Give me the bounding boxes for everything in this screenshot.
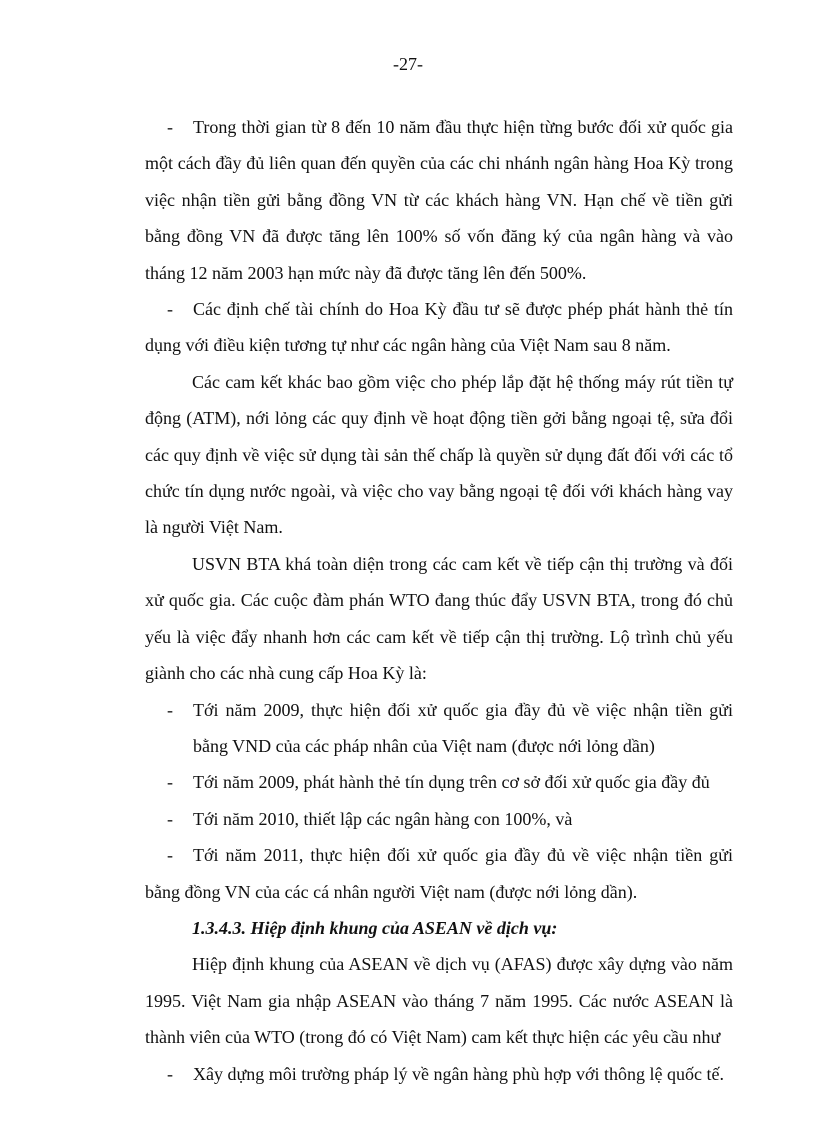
- list-item-text: Tới năm 2009, thực hiện đối xử quốc gia đầy đủ về việc nhận tiền gửi bằng VND của các pháp nhân của Việt nam (được nới lỏng dần): [193, 699, 733, 756]
- list-item-2009-credit-cards: [145, 764, 733, 800]
- paragraph-usvn-bta: USVN BTA khá toàn diện trong các cam kết về tiếp cận thị trường và đối xử quốc gia. Các cuộc đàm phán WTO đang thúc đẩy USVN BTA, trong đó chủ yếu là việc đẩy nhanh hơn các cam kết về tiếp cận thị trường. Lộ trình chủ yếu giành cho các nhà cung cấp Hoa Kỳ là:: [145, 553, 733, 684]
- list-item-2010-subsidiaries: [145, 801, 733, 837]
- list-item-2009-deposits: [145, 692, 733, 765]
- bullet-paragraph-credit-cards: [145, 291, 733, 364]
- paragraph-text: Các định chế tài chính do Hoa Kỳ đầu tư sẽ được phép phát hành thẻ tín dụng với điều kiện tương tự như các ngân hàng của Việt Nam sau 8 năm.: [145, 299, 733, 356]
- paragraph-text: Trong thời gian từ 8 đến 10 năm đầu thực hiện từng bước đối xử quốc gia một cách đầy đủ liên quan đến quyền của các chi nhánh ngân hàng Hoa Kỳ trong việc nhận tiền gửi bằng đồng VN từ các khách hàng VN. Hạn chế về tiền gửi bằng đồng VN đã được tăng lên 100% số vốn đăng ký của ngân hàng và vào tháng 12 năm 2003 hạn mức này đã được tăng lên đến 500%.: [145, 117, 733, 283]
- list-item-text: Xây dựng môi trường pháp lý về ngân hàng phù hợp với thông lệ quốc tế.: [193, 1063, 724, 1084]
- dash-marker: -: [167, 117, 173, 137]
- list-item-legal-environment: [145, 1056, 733, 1092]
- list-item-text: Tới năm 2010, thiết lập các ngân hàng con 100%, và: [193, 808, 573, 829]
- dash-marker: -: [167, 808, 173, 829]
- dash-marker: -: [167, 845, 173, 866]
- dash-marker: -: [167, 772, 173, 793]
- paragraph-other-commitments: Các cam kết khác bao gồm việc cho phép lắp đặt hệ thống máy rút tiền tự động (ATM), nới lỏng các quy định về hoạt động tiền gởi bằng ngoại tệ, sửa đổi các quy định về việc sử dụng tài sản thế chấp là quyền sử dụng đất đối với các tổ chức tín dụng nước ngoài, và việc cho vay bằng ngoại tệ đối với khách hàng vay là người Việt Nam.: [145, 371, 733, 538]
- dash-marker: -: [167, 699, 173, 720]
- dash-marker: -: [167, 1063, 173, 1084]
- list-item-2011-individual-deposits: [145, 837, 733, 910]
- list-item-text: Tới năm 2009, phát hành thẻ tín dụng trên cơ sở đối xử quốc gia đầy đủ: [193, 772, 710, 793]
- section-heading: 1.3.4.3. Hiệp định khung của ASEAN về dịch vụ:: [192, 917, 558, 938]
- page-number: -27-: [393, 54, 423, 74]
- dash-marker: -: [167, 299, 173, 320]
- bullet-paragraph-branch-deposits: [145, 109, 733, 291]
- paragraph-afas: Hiệp định khung của ASEAN về dịch vụ (AFAS) được xây dựng vào năm 1995. Việt Nam gia nhập ASEAN vào tháng 7 năm 1995. Các nước ASEAN là thành viên của WTO (trong đó có Việt Nam) cam kết thực hiện các yêu cầu như: [145, 954, 733, 1048]
- page-body: [145, 109, 733, 1092]
- list-item-text: Tới năm 2011, thực hiện đối xử quốc gia đầy đủ về việc nhận tiền gửi bằng đồng VN của các cá nhân người Việt nam (được nới lỏng dần).: [145, 845, 733, 902]
